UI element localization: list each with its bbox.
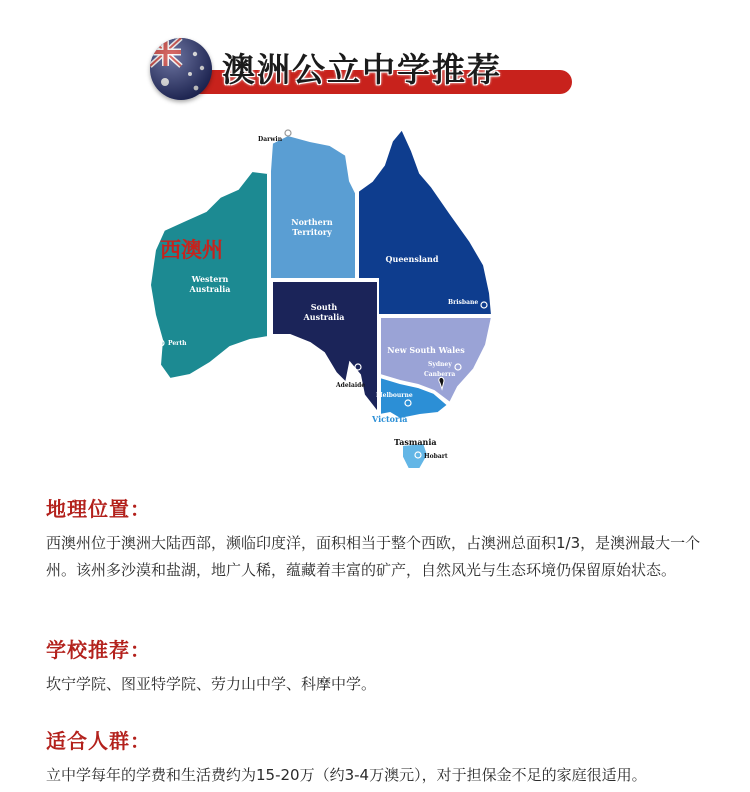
section-text-school: 坎宁学院、图亚特学院、劳力山中学、科摩中学。 <box>46 675 377 693</box>
label-south-australia: Australia <box>303 312 345 322</box>
label-new-south-wales: New South Wales <box>387 345 465 355</box>
city-canberra: Canberra <box>424 371 456 378</box>
label-western-australia: Australia <box>189 284 231 294</box>
highlight-region-label: 西澳州 <box>160 238 223 262</box>
label-northern: Northern <box>291 217 333 227</box>
label-victoria: Victoria <box>372 414 408 424</box>
section-title-school: 学校推荐： <box>46 638 151 662</box>
section-suitable-audience <box>46 725 706 789</box>
section-title-audience: 适合人群： <box>46 729 151 753</box>
city-hobart: Hobart <box>424 453 448 460</box>
region-south-australia <box>272 281 378 413</box>
city-brisbane: Brisbane <box>448 299 479 306</box>
city-perth: Perth <box>168 340 187 347</box>
region-northern-territory <box>270 135 356 279</box>
section-school-recommendation <box>46 634 706 698</box>
label-south: South <box>310 302 338 312</box>
city-melbourne: Melbourne <box>376 392 413 399</box>
label-territory: Territory <box>292 227 332 237</box>
label-tasmania: Tasmania <box>394 437 437 447</box>
label-queensland: Queensland <box>385 254 439 264</box>
label-western: Western <box>191 274 229 284</box>
section-text-audience: 立中学每年的学费和生活费约为15-20万（约3-4万澳元），对于担保金不足的家庭很适用。 <box>46 766 647 784</box>
city-sydney: Sydney <box>428 361 452 368</box>
city-darwin: Darwin <box>258 136 283 143</box>
page-title: 澳洲公立中学推荐 <box>222 50 502 89</box>
australia-flag-globe-icon <box>150 38 212 100</box>
section-text-geography: 西澳州位于澳洲大陆西部，濒临印度洋，面积相当于整个西欧，占澳洲总面积1/3，是澳洲最大一个州。该州多沙漠和盐湖，地广人稀，蕴藏着丰富的矿产，自然风光与生态环境仍保留原始状态。 <box>46 534 701 579</box>
section-geography <box>46 493 706 584</box>
page-header <box>150 36 570 100</box>
city-adelaide: Adelaide <box>336 382 366 389</box>
australia-map <box>150 125 500 475</box>
section-title-geography: 地理位置： <box>46 497 151 521</box>
